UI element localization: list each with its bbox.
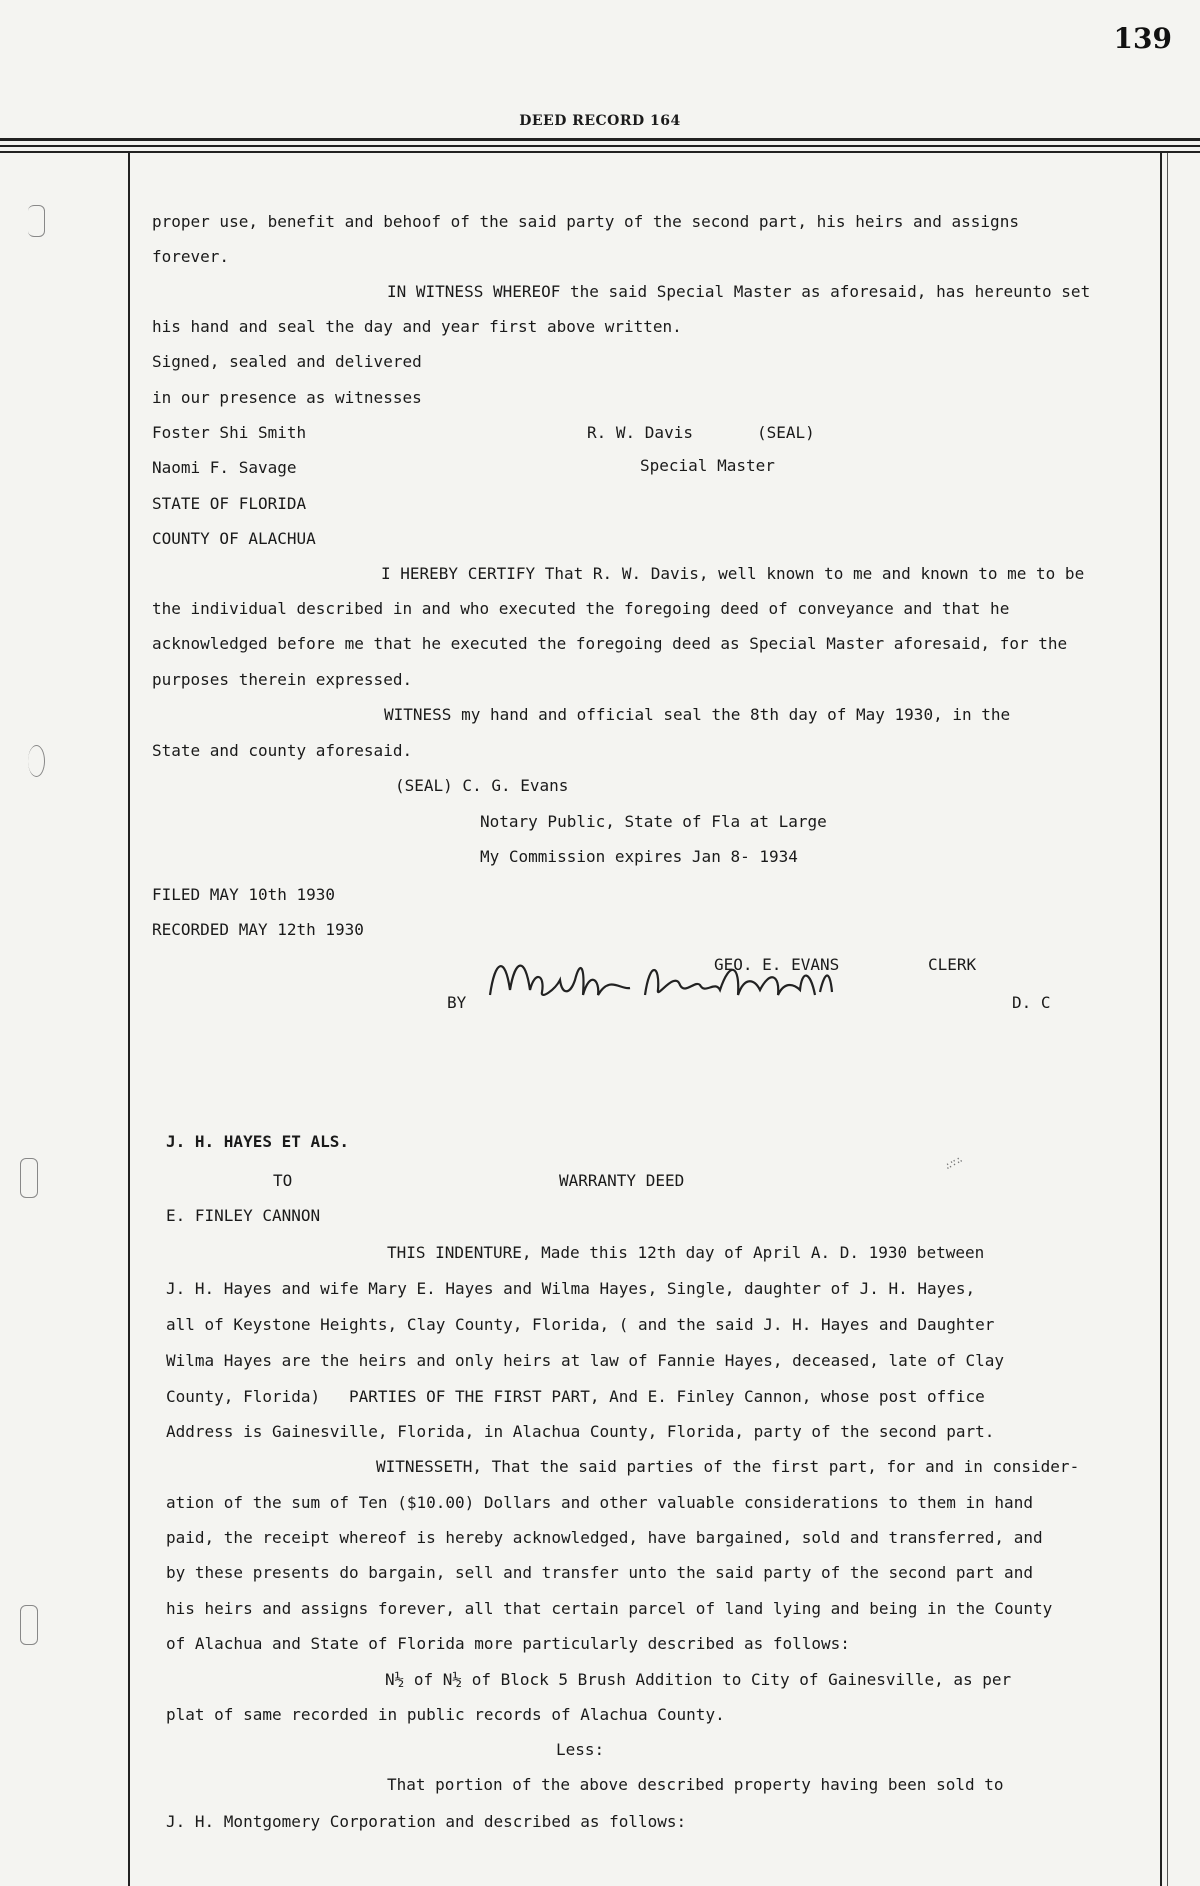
- filed-date: FILED MAY 10th 1930: [152, 885, 336, 904]
- certificate-line: acknowledged before me that he executed the foregoing deed as Special Master aforesaid, for the: [152, 634, 1068, 653]
- deed2-line: THIS INDENTURE, Made this 12th day of April A. D. 1930 between: [387, 1243, 985, 1262]
- deed1-line: his hand and seal the day and year first above written.: [152, 317, 682, 336]
- clerk-signature: [480, 940, 880, 1020]
- header-rule: [0, 138, 1200, 141]
- binding-mark: [20, 1158, 38, 1198]
- deed2-line: That portion of the above described property having been sold to: [387, 1775, 1004, 1794]
- deed2-line: of Alachua and State of Florida more particularly described as follows:: [166, 1634, 850, 1653]
- clerk-title: CLERK: [928, 955, 977, 974]
- signer-name: R. W. Davis: [587, 423, 693, 442]
- seal-label: (SEAL): [757, 423, 815, 442]
- to-label: TO: [273, 1171, 293, 1190]
- signer-title: Special Master: [640, 456, 775, 475]
- header-rule: [0, 145, 1200, 147]
- right-margin-line: [1167, 153, 1168, 1886]
- deed1-line: Signed, sealed and delivered: [152, 352, 422, 371]
- certificate-line: WITNESS my hand and official seal the 8th day of May 1930, in the: [384, 705, 1011, 724]
- deed2-line: Address is Gainesville, Florida, in Alachua County, Florida, party of the second part.: [166, 1422, 995, 1441]
- deed2-line: ation of the sum of Ten ($10.00) Dollars and other valuable considerations to them in hand: [166, 1493, 1033, 1512]
- binding-mark: [20, 1605, 38, 1645]
- by-label: BY: [447, 993, 467, 1012]
- deed1-line: forever.: [152, 247, 230, 266]
- record-title: DEED RECORD 164: [519, 113, 681, 129]
- land-description: N½ of N½ of Block 5 Brush Addition to City of Gainesville, as per: [385, 1670, 1012, 1689]
- certificate-line: the individual described in and who executed the foregoing deed of conveyance and that he: [152, 599, 1010, 618]
- state-label: STATE OF FLORIDA: [152, 494, 307, 513]
- grantee-heading: E. FINLEY CANNON: [166, 1206, 321, 1225]
- header-rule: [0, 151, 1200, 153]
- page-number: 139: [1113, 22, 1172, 55]
- certificate-line: State and county aforesaid.: [152, 741, 413, 760]
- county-label: COUNTY OF ALACHUA: [152, 529, 316, 548]
- notary-seal: (SEAL) C. G. Evans: [395, 776, 569, 795]
- deed2-line: paid, the receipt whereof is hereby acknowledged, have bargained, sold and transferred, and: [166, 1528, 1043, 1547]
- certificate-line: I HEREBY CERTIFY That R. W. Davis, well known to me and known to me to be: [381, 564, 1085, 583]
- binding-mark: [28, 205, 45, 237]
- grantor-heading: J. H. HAYES ET ALS.: [166, 1132, 350, 1151]
- deed2-line: his heirs and assigns forever, all that certain parcel of land lying and being in the County: [166, 1599, 1053, 1618]
- notary-commission: My Commission expires Jan 8- 1934: [480, 847, 798, 866]
- deed2-line: Wilma Hayes are the heirs and only heirs at law of Fannie Hayes, deceased, late of Clay: [166, 1351, 1005, 1370]
- right-margin-line: [1160, 153, 1162, 1886]
- deed2-line: all of Keystone Heights, Clay County, Florida, ( and the said J. H. Hayes and Daughter: [166, 1315, 995, 1334]
- binding-mark: [28, 745, 45, 777]
- deed2-line: by these presents do bargain, sell and transfer unto the said party of the second part and: [166, 1563, 1033, 1582]
- witness-name: Foster Shi Smith: [152, 423, 307, 442]
- less-label: Less:: [556, 1740, 605, 1759]
- left-margin-line: [128, 153, 130, 1886]
- deputy-clerk-label: D. C: [1012, 993, 1051, 1012]
- deed2-line: County, Florida) PARTIES OF THE FIRST PART, And E. Finley Cannon, whose post office: [166, 1387, 985, 1406]
- recorded-date: RECORDED MAY 12th 1930: [152, 920, 364, 939]
- clerk-name: GEO. E. EVANS: [714, 955, 840, 974]
- land-description: plat of same recorded in public records of Alachua County.: [166, 1705, 725, 1724]
- deed2-line: J. H. Hayes and wife Mary E. Hayes and Wilma Hayes, Single, daughter of J. H. Hayes,: [166, 1279, 976, 1298]
- seal-stamp-icon: ∴∵∴: [943, 1154, 965, 1173]
- witness-name: Naomi F. Savage: [152, 458, 297, 477]
- deed2-line: J. H. Montgomery Corporation and described as follows:: [166, 1812, 687, 1831]
- certificate-line: purposes therein expressed.: [152, 670, 413, 689]
- deed2-line: WITNESSETH, That the said parties of the first part, for and in consider-: [376, 1457, 1080, 1476]
- deed-type: WARRANTY DEED: [559, 1171, 685, 1190]
- notary-title: Notary Public, State of Fla at Large: [480, 812, 827, 831]
- deed1-line: IN WITNESS WHEREOF the said Special Master as aforesaid, has hereunto set: [387, 282, 1091, 301]
- deed1-line: proper use, benefit and behoof of the said party of the second part, his heirs and assigns: [152, 212, 1019, 231]
- deed1-line: in our presence as witnesses: [152, 388, 422, 407]
